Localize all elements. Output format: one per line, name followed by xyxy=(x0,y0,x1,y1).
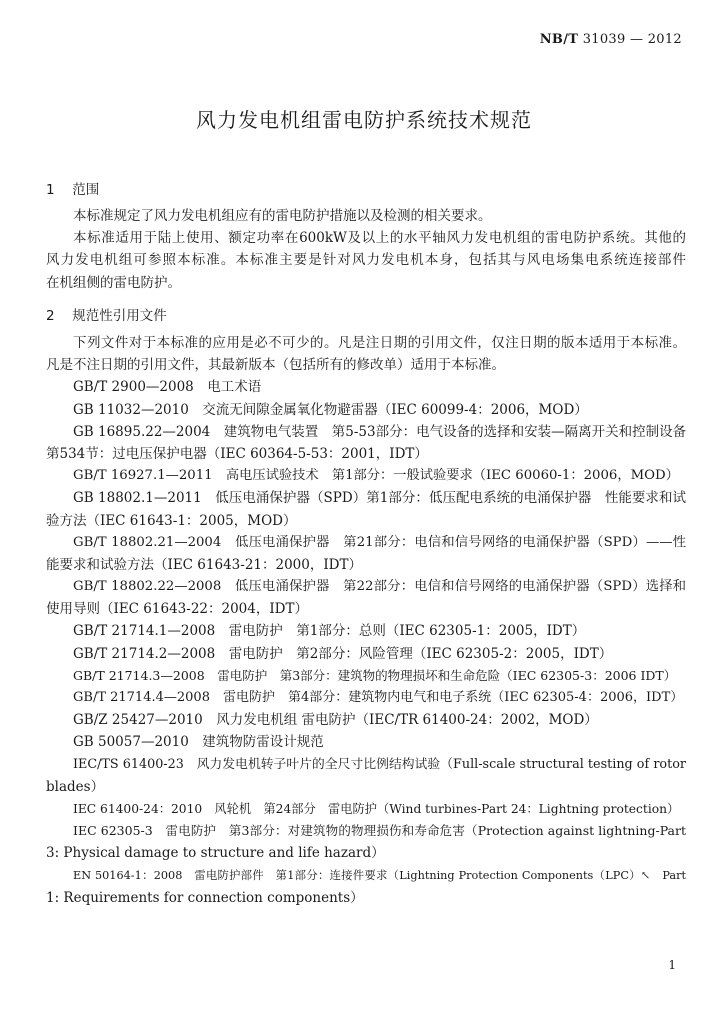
reference-item-continuation: 3: Physical damage to structure and life hazard） xyxy=(46,845,385,862)
reference-item: GB 11032—2010 交流无间隙金属氧化物避雷器（IEC 60099-4：2006，MOD） xyxy=(73,401,588,418)
section-2-heading xyxy=(46,304,167,324)
paragraph-line: 本标准适用于陆上使用、额定功率在600kW及以上的水平轴风力发电机组的雷电防护系统。其他的 xyxy=(73,230,686,247)
section-1-body xyxy=(46,205,686,294)
paragraph-line: 下列文件对于本标准的应用是必不可少的。凡是注日期的引用文件，仅注日期的版本适用于本标准。 xyxy=(73,335,686,351)
reference-item-continuation: 1: Requirements for connection components） xyxy=(46,889,364,906)
reference-item: IEC 62305-3 雷电防护 第3部分：对建筑物的物理损伤和寿命危害（Protection against lightning-Part xyxy=(73,823,686,839)
reference-item-continuation: 使用导则（IEC 61643-22：2004，IDT） xyxy=(46,601,309,618)
reference-item: GB/T 2900—2008 电工术语 xyxy=(73,379,262,396)
paragraph-line: 凡是不注日期的引用文件，其最新版本（包括所有的修改单）适用于本标准。 xyxy=(46,357,505,374)
section-2-body xyxy=(46,332,686,909)
section-2-title: 规范性引用文件 xyxy=(72,308,167,324)
section-1-heading xyxy=(46,178,99,198)
reference-item: EN 50164-1：2008 雷电防护部件 第1部分：连接件要求（Lightning Protection Components（LPC）↖ Part xyxy=(73,868,686,882)
reference-item: GB/T 21714.3—2008 雷电防护 第3部分：建筑物的物理损坏和生命危险（IEC 62305-3：2006 IDT） xyxy=(73,667,677,683)
section-1-number: 1 xyxy=(46,182,55,198)
reference-item: GB/T 21714.1—2008 雷电防护 第1部分：总则（IEC 62305-1：2005，IDT） xyxy=(73,623,586,640)
reference-item: IEC/TS 61400-23 风力发电机转子叶片的全尺寸比例结构试验（Full-scale structural testing of rotor xyxy=(73,756,686,772)
reference-item: GB 50057—2010 建筑物防雷设计规范 xyxy=(73,734,324,751)
reference-item-continuation: blades） xyxy=(46,778,105,795)
section-1-title: 范围 xyxy=(72,182,100,198)
section-2-number: 2 xyxy=(46,308,55,324)
reference-item: GB 18802.1—2011 低压电涌保护器（SPD）第1部分：低压配电系统的电涌保护器 性能要求和试 xyxy=(73,490,686,507)
reference-item: GB/T 21714.2—2008 雷电防护 第2部分：风险管理（IEC 62305-2：2005，IDT） xyxy=(73,645,613,662)
paragraph-line: 在机组侧的雷电防护。 xyxy=(46,274,181,291)
reference-item-continuation: 能要求和试验方法（IEC 61643-21：2000，IDT） xyxy=(46,556,363,573)
reference-item: GB/T 16927.1—2011 高电压试验技术 第1部分：一般试验要求（IEC 60060-1：2006，MOD） xyxy=(73,468,679,484)
reference-item: GB/T 21714.4—2008 雷电防护 第4部分：建筑物内电气和电子系统（IEC 62305-4：2006，IDT） xyxy=(73,690,684,705)
reference-item: GB 16895.22—2004 建筑物电气装置 第5-53部分：电气设备的选择和安装—隔离开关和控制设备 xyxy=(73,423,686,440)
paragraph-line: 本标准规定了风力发电机组应有的雷电防护措施以及检测的相关要求。 xyxy=(73,208,492,224)
reference-item: GB/T 18802.21—2004 低压电涌保护器 第21部分：电信和信号网络的电涌保护器（SPD）——性 xyxy=(73,534,686,550)
reference-item: GB/T 18802.22—2008 低压电涌保护器 第22部分：电信和信号网络的电涌保护器（SPD）选择和 xyxy=(73,579,686,595)
paragraph-line: 风力发电机组可参照本标准。本标准主要是针对风力发电机本身，包括其与风电场集电系统连接部件 xyxy=(46,252,686,269)
standard-number: 31039 — 2012 xyxy=(582,32,682,47)
standard-code: NB/T xyxy=(539,32,579,47)
reference-item-continuation: 第534节：过电压保护电器（IEC 60364-5-53：2001，IDT） xyxy=(46,445,428,462)
reference-item: IEC 61400-24：2010 风轮机 第24部分 雷电防护（Wind turbines-Part 24：Lightning protection） xyxy=(73,801,680,816)
document-title: 风力发电机组雷电防护系统技术规范 xyxy=(196,108,532,132)
reference-item-continuation: 验方法（IEC 61643-1：2005，MOD） xyxy=(46,512,297,529)
standard-number-header xyxy=(540,32,682,47)
reference-item: GB/Z 25427—2010 风力发电机组 雷电防护（IEC/TR 61400-24：2002，MOD） xyxy=(73,712,598,729)
page-number: 1 xyxy=(668,958,676,972)
